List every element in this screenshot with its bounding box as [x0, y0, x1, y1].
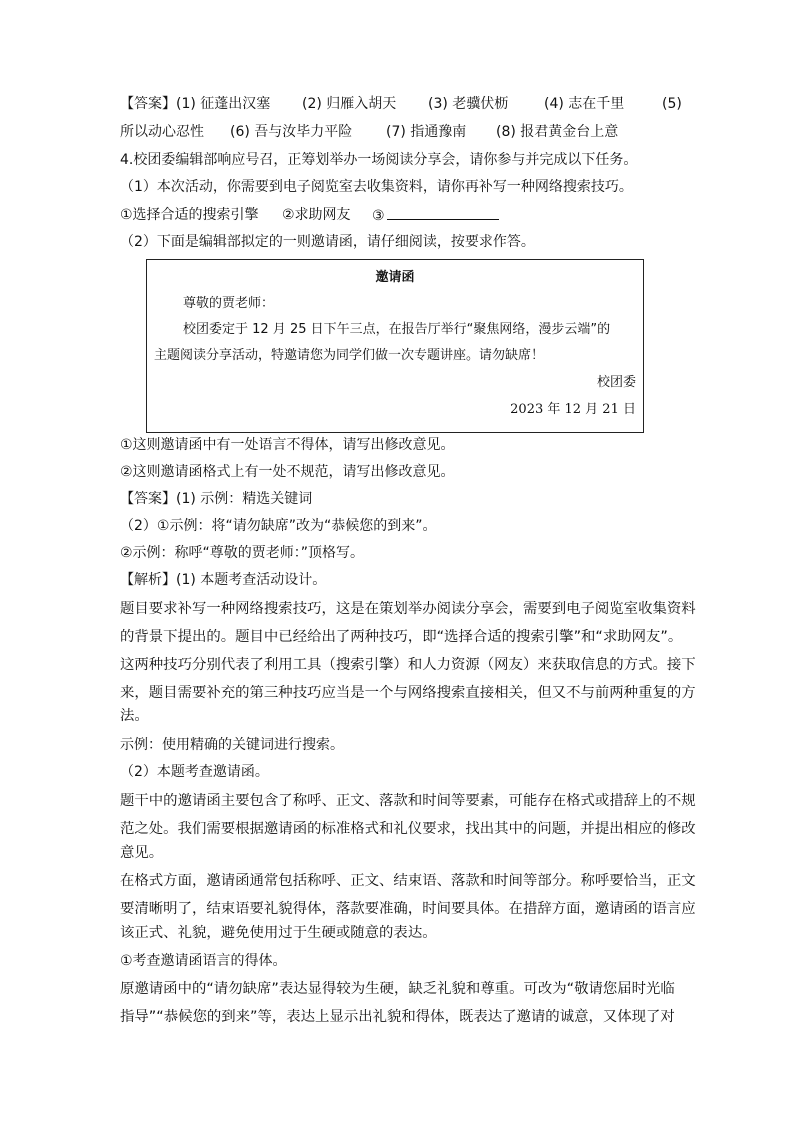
question-4-sub2: （2）下面是编辑部拟定的一则邀请函，请仔细阅读，按要求作答。 — [120, 234, 535, 250]
answer-item: (2) 归雁入胡天 — [302, 96, 397, 112]
answer2-line-2: （2）①示例：将“请勿缺席”改为“恭候您的到来”。 — [120, 518, 437, 534]
answer-item: 【答案】(1) 征蓬出汉塞 — [120, 96, 271, 112]
question-4-sub1: （1）本次活动，你需要到电子阅览室去收集资料，请你再补写一种网络搜索技巧。 — [120, 179, 633, 195]
letter-body-line-1: 校团委定于 12 月 25 日下午三点，在报告厅举行“聚焦网络，漫步云端”的 — [183, 322, 611, 337]
invitation-letter-box — [146, 259, 644, 433]
analysis-line: 该正式、礼貌，避免使用过于生硬或随意的表达。 — [120, 925, 437, 941]
option-3-label: ③ — [372, 208, 385, 224]
answer-item: (7) 指通豫南 — [386, 124, 467, 140]
letter-body-line-2: 主题阅读分享活动，特邀请您为同学们做一次专题讲座。请勿缺席！ — [154, 348, 545, 363]
letter-title: 邀请函 — [375, 270, 415, 285]
letter-signature: 校团委 — [596, 375, 636, 390]
analysis-line: 题目要求补写一种网络搜索技巧，这是在策划举办阅读分享会，需要到电子阅览室收集资料 — [120, 601, 696, 617]
option-1: ①选择合适的搜索引擎 — [120, 207, 259, 223]
analysis-line: 要清晰明了，结束语要礼貌得体，落款要准确，时间要具体。在措辞方面，邀请函的语言应 — [120, 901, 696, 917]
answer-blank[interactable] — [387, 205, 499, 220]
sub-question-1: ①这则邀请函中有一处语言不得体，请写出修改意见。 — [120, 437, 455, 453]
analysis-line: 这两种技巧分别代表了利用工具（搜索引擎）和人力资源（网友）来获取信息的方式。接下 — [120, 657, 696, 673]
analysis-line: 法。 — [120, 708, 149, 724]
analysis-point-heading: ①考查邀请函语言的得体。 — [120, 953, 287, 969]
analysis-heading: 【解析】(1) 本题考查活动设计。 — [120, 572, 327, 588]
answer-item: (4) 志在千里 — [544, 96, 625, 112]
answer2-line-3: ②示例：称呼“尊敬的贾老师：”顶格写。 — [120, 545, 365, 561]
analysis-line: 在格式方面，邀请函通常包括称呼、正文、结束语、落款和时间等部分。称呼要恰当，正文 — [120, 873, 696, 889]
answer-item: (8) 报君黄金台上意 — [496, 124, 619, 140]
answer2-line-1: 【答案】(1) 示例：精选关键词 — [120, 491, 313, 507]
analysis-line: 范之处。我们需要根据邀请函的标准格式和礼仪要求，找出其中的问题，并提出相应的修改 — [120, 821, 696, 837]
answer-item: (5) — [662, 96, 682, 112]
answer-item: 所以动心忍性 — [120, 124, 204, 140]
analysis-line: 原邀请函中的“请勿缺席”表达显得较为生硬，缺乏礼貌和尊重。可改为“敬请您届时光临 — [120, 981, 675, 997]
analysis-subheading: （2）本题考查邀请函。 — [120, 764, 269, 780]
letter-salutation: 尊敬的贾老师： — [183, 296, 275, 311]
analysis-line: 意见。 — [120, 845, 164, 861]
analysis-line: 题干中的邀请函主要包含了称呼、正文、落款和时间等要素，可能存在格式或措辞上的不规 — [120, 793, 696, 809]
analysis-line: 来，题目需要补充的第三种技巧应当是一个与网络搜索直接相关，但又不与前两种重复的方 — [120, 685, 696, 701]
analysis-example: 示例：使用精确的关键词进行搜索。 — [120, 737, 344, 753]
answer-item: (3) 老骥伏枥 — [428, 96, 509, 112]
letter-date: 2023 年 12 月 21 日 — [510, 402, 636, 417]
analysis-line: 的背景下提出的。题目中已经给出了两种技巧，即“选择合适的搜索引擎”和“求助网友”。 — [120, 629, 683, 645]
answer-row-1 — [120, 94, 270, 114]
option-3 — [372, 205, 499, 226]
option-2: ②求助网友 — [282, 207, 351, 223]
analysis-line: 指导”“恭候您的到来”等，表达上显示出礼貌和得体，既表达了邀请的诚意，又体现了对 — [120, 1009, 675, 1025]
question-4-title: 4.校团委编辑部响应号召，正筹划举办一场阅读分享会，请你参与并完成以下任务。 — [120, 152, 638, 168]
answer-item: (6) 吾与汝毕力平险 — [230, 124, 353, 140]
sub-question-2: ②这则邀请函格式上有一处不规范，请写出修改意见。 — [120, 464, 455, 480]
